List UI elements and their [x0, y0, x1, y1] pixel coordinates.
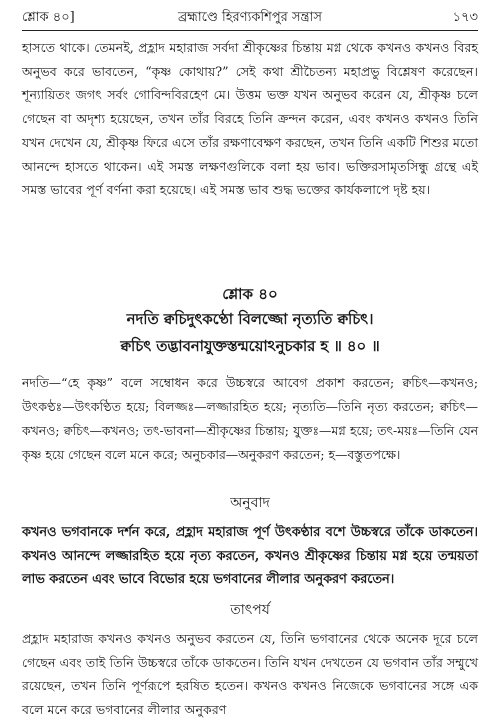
header-chapter-title: ব্রহ্মাণ্ডে হিরণ্যকশিপুর সন্ত্রাস — [178, 10, 322, 25]
header-rule — [22, 30, 478, 31]
verse-line-2: ক্বচিৎ তদ্ভাবনাযুক্তস্তন্ময়োঽনুচকার হ ॥ ৪০ ॥ — [120, 338, 380, 355]
synonyms-paragraph: নদতি—“হে কৃষ্ণ” বলে সম্বোধন করে উচ্চস্বরে আবেগ প্রকাশ করতেন; ক্বচিৎ—কখনও; উৎকণ্ঠঃ—উৎকণ্ঠিত হয়ে; বিলজ্জঃ—লজ্জারহিত হয়ে; নৃত্যতি—তিনি নৃত্য করতেন; ক্বচিৎ—কখনও; ক্বচিৎ—কখনও; তৎ-ভাবনা—শ্রীকৃষ্ণের চিন্তায়; যুক্তঃ—মগ্ন হয়ে; তৎ-ময়ঃ—তিনি যেন কৃষ্ণ হয়ে গেছেন বলে মনে করে; অনুচকার—অনুকরণ করতেন; হ—বস্তুতপক্ষে। — [22, 375, 478, 462]
translation-heading: অনুবাদ — [230, 495, 270, 511]
verse-line-1: নদতি ক্বচিদুৎকণ্ঠো বিলজ্জো নৃত্যতি ক্বচিৎ। — [126, 311, 374, 328]
purport-heading: তাৎপর্য — [230, 602, 270, 618]
translation-paragraph: কখনও ভগবানকে দর্শন করে, প্রহ্লাদ মহারাজ পূর্ণ উৎকণ্ঠার বশে উচ্চস্বরে তাঁকে ডাকতেন। কখনও আনন্দে লজ্জারহিত হয়ে নৃত্য করতেন, কখনও শ্রীকৃষ্ণের চিন্তায় মগ্ন হয়ে তন্ময়তা লাভ করতেন এবং ভাবে বিভোর হয়ে ভগবানের লীলার অনুকরণ করতেন। — [22, 525, 478, 587]
page-number: ১৭৩ — [452, 10, 478, 25]
header-verse-ref: শ্লোক ৪০] — [22, 10, 75, 25]
intro-paragraph: হাসতে থাকে। তেমনই, প্রহ্লাদ মহারাজ সর্বদা শ্রীকৃষ্ণের চিন্তায় মগ্ন থেকে কখনও কখনও বিরহ অনুভব করে ভাবতেন, “কৃষ্ণ কোথায়?” সেই কথা শ্রীচৈতন্য মহাপ্রভু বিশ্লেষণ করেছেন। শূন্যায়িতং জগৎ সর্বং গোবিন্দবিরহেণ মে। উত্তম ভক্ত যখন অনুভব করেন যে, শ্রীকৃষ্ণ চলে গেছেন বা অদৃশ্য হয়েছেন, তখন তাঁর বিরহে তিনি ক্রন্দন করেন, এবং কখনও কখনও তিনি যখন দেখেন যে, শ্রীকৃষ্ণ ফিরে এসে তাঁর রক্ষণাবেক্ষণ করছেন, তখন তিনি একটি শিশুর মতো আনন্দে হাসতে থাকেন। এই সমস্ত লক্ষণগুলিকে বলা হয় ভাব। ভক্তিরসামৃতসিন্ধু গ্রন্থে এই সমস্ত ভাবের পূর্ণ বর্ণনা করা হয়েছে। এই সমস্ত ভাব শুদ্ধ ভক্তের কার্যকলাপে দৃষ্ট হয়। — [22, 40, 478, 198]
running-header — [22, 8, 478, 30]
verse-text — [22, 306, 478, 360]
verse-title: শ্লোক ৪০ — [222, 285, 278, 303]
book-page — [22, 0, 478, 717]
purport-paragraph: প্রহ্লাদ মহারাজ কখনও কখনও অনুভব করতেন যে, তিনি ভগবানের থেকে অনেক দূরে চলে গেছেন এবং তাই তিনি উচ্চস্বরে তাঁকে ডাকতেন। তিনি যখন দেখতেন যে ভগবান তাঁর সম্মুখে রয়েছেন, তখন তিনি পূর্ণরূপে হরষিত হতেন। কখনও কখনও নিজেকে ভগবানের সঙ্গে এক বলে মনে করে ভগবানের লীলার অনুকরণ — [22, 631, 478, 717]
